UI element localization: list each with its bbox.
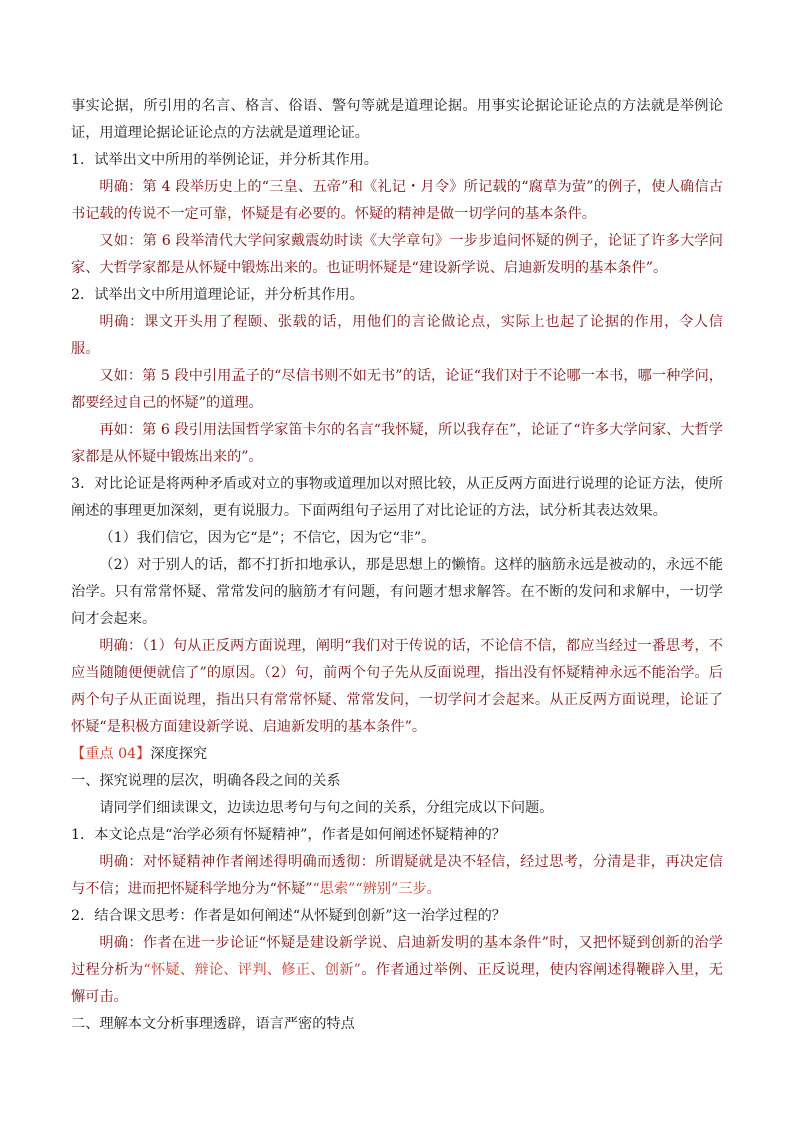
key-point-tag: 【重点 04】 [71, 746, 151, 762]
question-4: 1．本文论点是“治学必须有怀疑精神”，作者是如何阐述怀疑精神的？ [71, 827, 506, 843]
answer-4-highlight: “思索”“辨别”三步。 [312, 881, 441, 897]
part-1-intro: 请同学们细读课文，边读边思考句与句之间的关系，分组完成以下问题。 [99, 800, 554, 816]
answer-2c: 再如：第 6 段引用法国哲学家笛卡尔的名言“我怀疑，所以我存在”，论证了“许多大学问家、大哲学家都是从怀疑中锻炼出来的”。 [71, 422, 723, 465]
answer-4 [71, 849, 723, 903]
answer-1b: 又如：第 6 段举清代大学问家戴震幼时读《大学章句》一步步追问怀疑的例子，论证了许多大学问家、大哲学家都是从怀疑中锻炼出来的。也证明怀疑是“建设新学说、启迪新发明的基本条件”。 [71, 233, 723, 276]
intro-paragraph: 事实论据，所引用的名言、格言、俗语、警句等就是道理论据。用事实论据论证论点的方法就是举例论证，用道理论据论证论点的方法就是道理论证。 [71, 98, 723, 141]
answer-4-text: 明确：对怀疑精神作者阐述得明确而透彻：所谓疑就是决不轻信，经过思考，分清是非，再决定信与不信；进而把怀疑科学地分为“怀疑” [71, 854, 723, 897]
answer-5 [71, 930, 723, 1011]
question-2: 2．试举出文中所用道理论证，并分析其作用。 [71, 287, 364, 303]
answer-5-text-b: 。作者通过举例、正反说理，使内容阐述得鞭辟入里，无懈可击。 [71, 962, 723, 1005]
question-5: 2．结合课文思考：作者是如何阐述“从怀疑到创新”这一治学过程的？ [71, 908, 506, 924]
section-heading [71, 741, 723, 768]
sentence-1: （1）我们信它，因为它“是”；不信它，因为它“非”。 [99, 530, 436, 546]
document-body [71, 93, 723, 1038]
question-1: 1．试举出文中所用的举例论证，并分析其作用。 [71, 152, 378, 168]
question-3: 3．对比论证是将两种矛盾或对立的事物或道理加以对照比较，从正反两方面进行说理的论证方法，使所阐述的事理更加深刻，更有说服力。下面两组句子运用了对比论证的方法，试分析其表达效果。 [71, 476, 723, 519]
answer-5-highlight: “怀疑、辩论、评判、修正、创新” [143, 962, 361, 978]
sentence-2: （2）对于别人的话，都不打折扣地承认，那是思想上的懒惰。这样的脑筋永远是被动的，永远不能治学。只有常常怀疑、常常发问的脑筋才有问题，有问题才想求解答。在不断的发问和求解中，一切学问才会起来。 [71, 557, 723, 627]
part-2-heading: 二、理解本文分析事理透辟，语言严密的特点 [71, 1016, 355, 1032]
key-point-title: 深度探究 [150, 746, 208, 762]
answer-3: 明确：（1）句从正反两方面说理，阐明“我们对于传说的话，不论信不信，都应当经过一番思考，不应当随随便便就信了”的原因。（2）句，前两个句子先从反面说理，指出没有怀疑精神永远不能治学。后两个句子从正面说理，指出只有常常怀疑、常常发问，一切学问才会起来。从正反两方面说理，论证了怀疑“是积极方面建设新学说、启迪新发明的基本条件”。 [71, 638, 723, 735]
part-1-heading: 一、探究说理的层次，明确各段之间的关系 [71, 773, 341, 789]
answer-2a: 明确：课文开头用了程颐、张载的话，用他们的言论做论点，实际上也起了论据的作用，令人信服。 [71, 314, 723, 357]
answer-5-text-a: 明确：作者在进一步论证“怀疑是建设新学说、启迪新发明的基本条件”时，又把怀疑到创新的治学过程分析为 [71, 935, 723, 978]
answer-1a: 明确：第 4 段举历史上的“三皇、五帝”和《礼记・月令》所记载的“腐草为萤”的例子，使人确信古书记载的传说不一定可靠，怀疑是有必要的。怀疑的精神是做一切学问的基本条件。 [71, 179, 723, 222]
answer-2b: 又如：第 5 段中引用孟子的“尽信书则不如无书”的话，论证“我们对于不论哪一本书，哪一种学问，都要经过自己的怀疑”的道理。 [71, 368, 723, 411]
